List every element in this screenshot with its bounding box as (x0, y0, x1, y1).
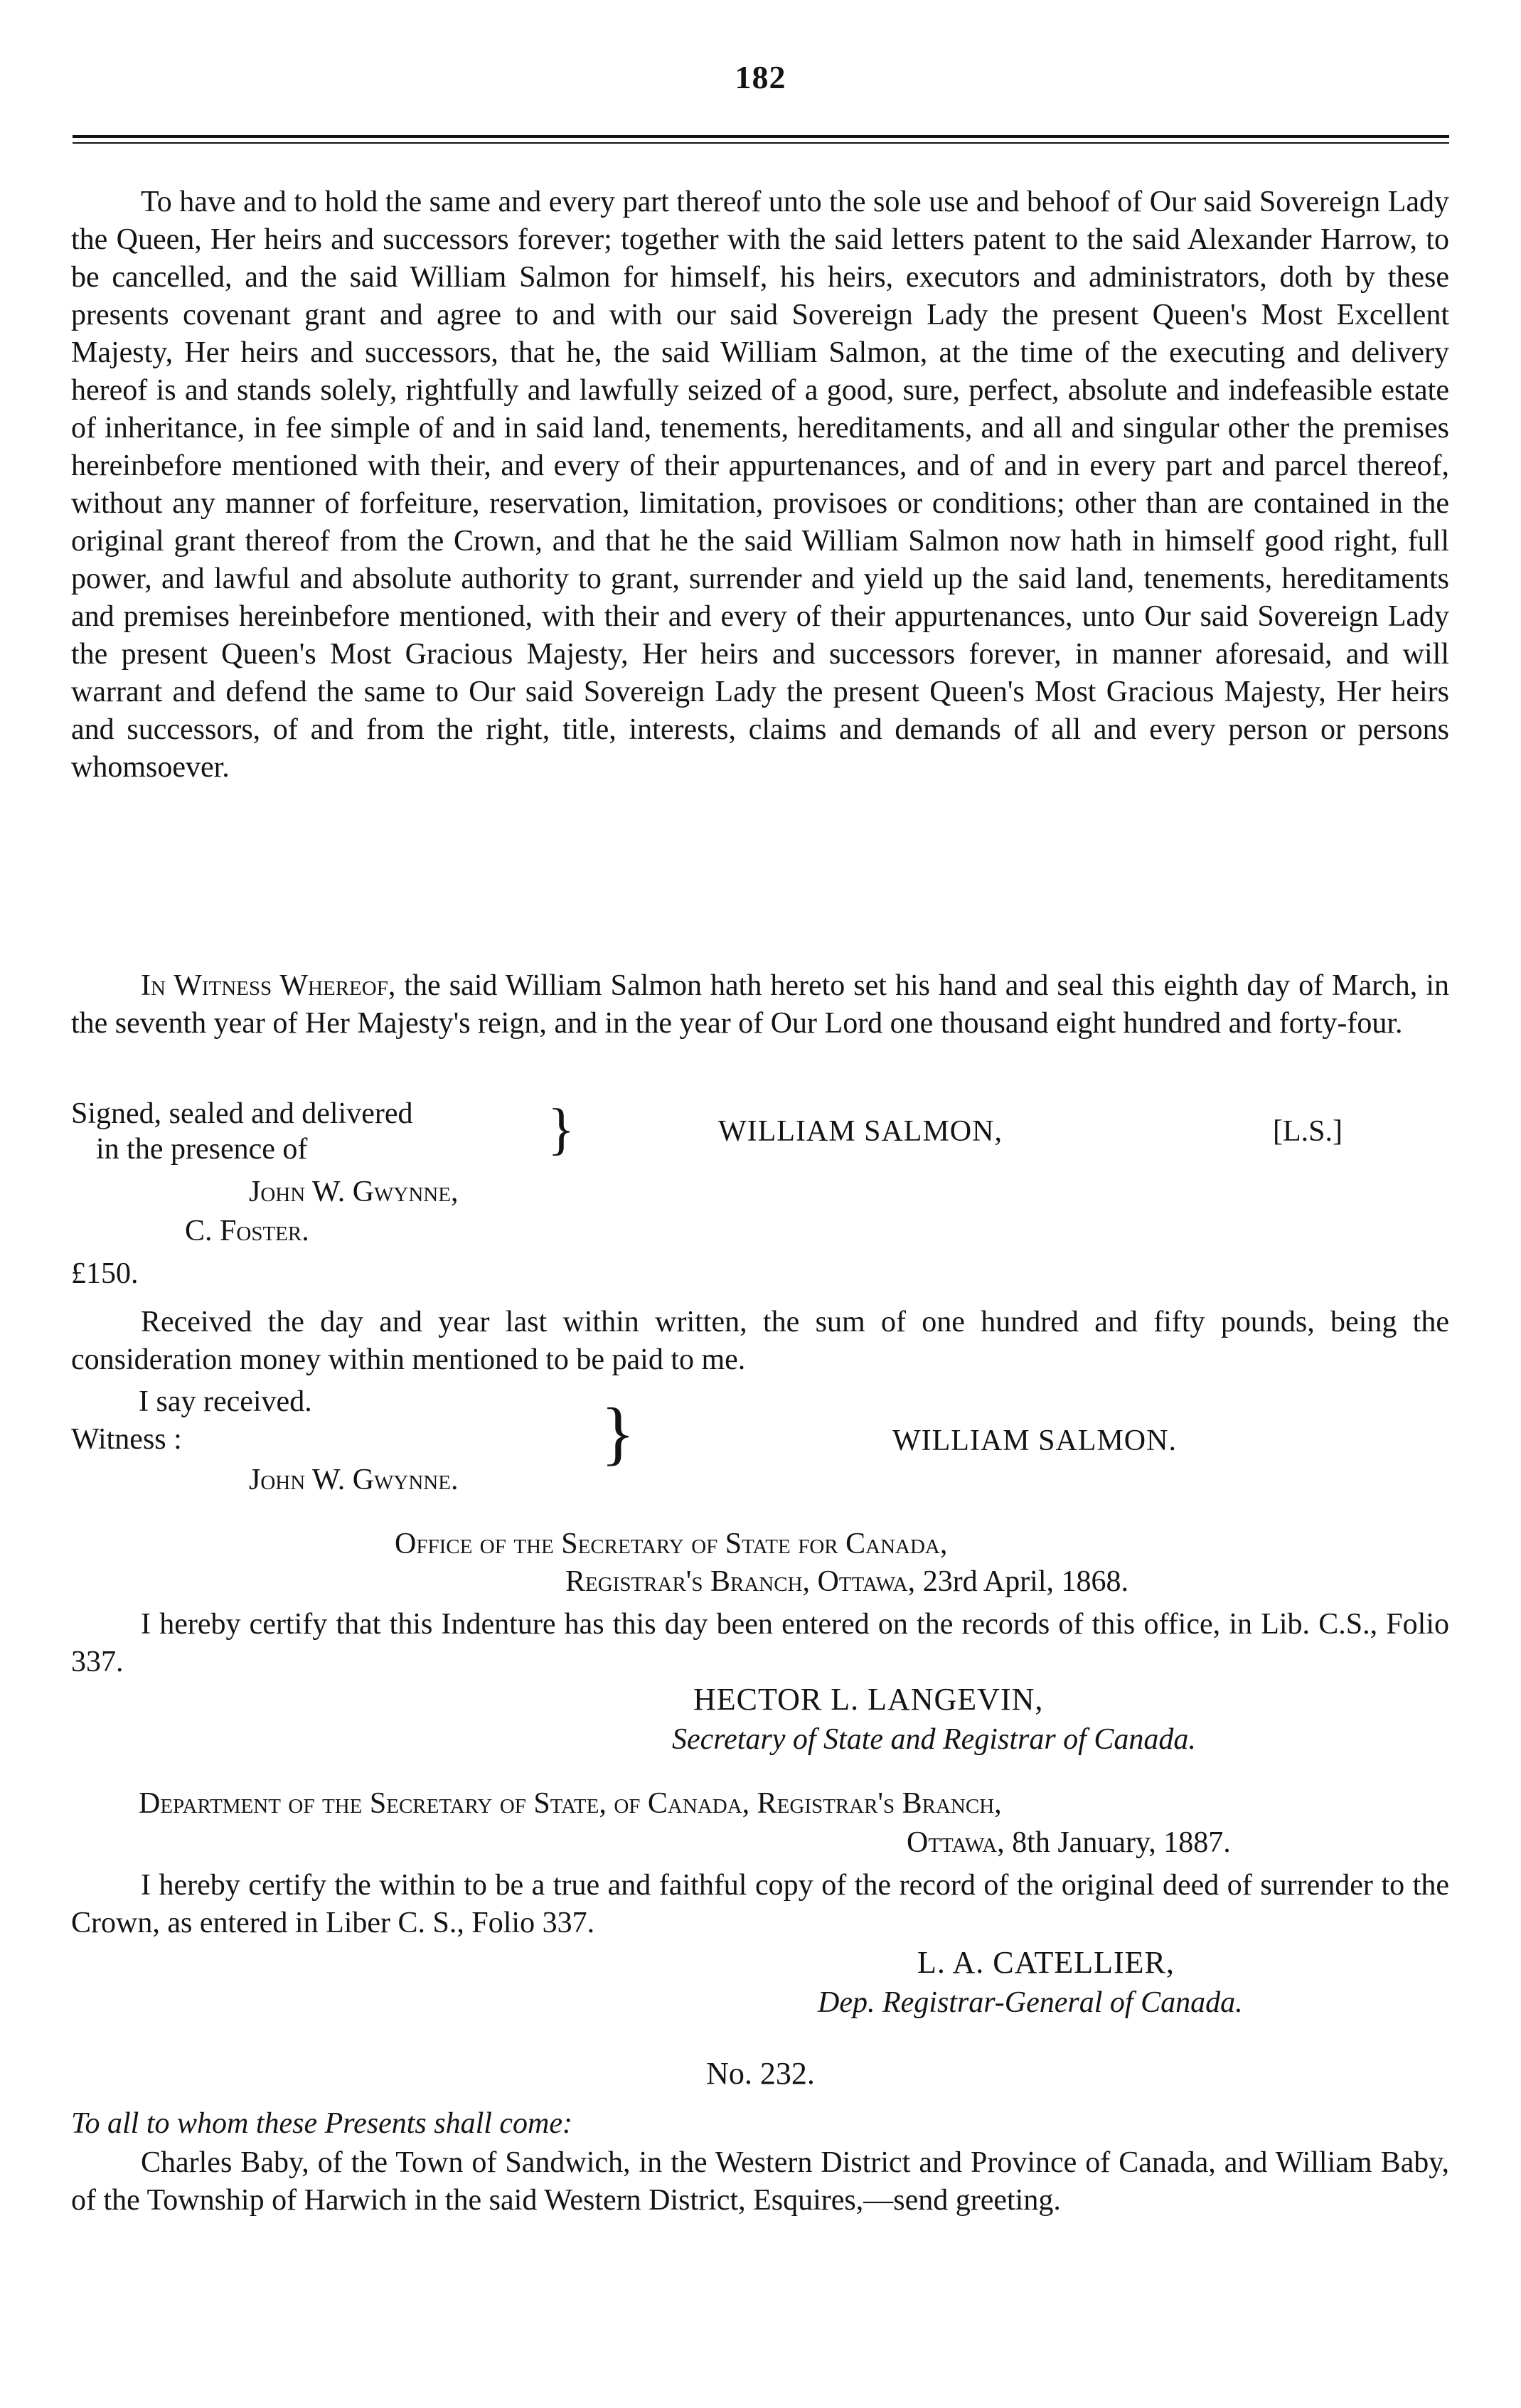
certifier-2-title: Dep. Registrar-General of Canada. (818, 1986, 1243, 2019)
witness-label: Witness : (71, 1423, 182, 1456)
habendum-paragraph: To have and to hold the same and every part thereof unto the sole use and behoof of Our said Sovereign Lady the Queen, Her heirs and successors forever; together with the said letters patent to the said Alexander Harrow, to be cancelled, and the said William Salmon for himself, his heirs, executors and administrators, doth by these presents covenant grant and agree to and with our said Sovereign Lady the present Queen's Most Excellent Majesty, Her heirs and successors, that he, the said William Salmon, at the time of the executing and delivery hereof is and stands solely, rightfully and lawfully seized of a good, sure, perfect, absolute and indefeasible estate of inheritance, in fee simple of and in said land, tenements, hereditaments, and all and singular other the premises hereinbefore mentioned with their, and every of their appurtenances, and of and in every part and parcel thereof, without any manner of forfeiture, reservation, limitation, provisoes or conditions; other than are contained in the original grant thereof from the Crown, and that he the said William Salmon now hath in himself good right, full power, and lawful and absolute authority to grant, surrender and yield up the said land, tenements, hereditaments and premises hereinbefore mentioned, with their and every of their appurtenances, unto Our said Sovereign Lady the present Queen's Most Gracious Majesty, Her heirs and successors forever, in manner aforesaid, and will warrant and defend the same to Our said Sovereign Lady the present Queen's Most Gracious Majesty, Her heirs and successors, of and from the right, title, interests, claims and demands of all and every person or persons whomsoever. (71, 186, 1449, 784)
certification-2-block (71, 1867, 1449, 1942)
signature-brace: } (548, 1098, 575, 1161)
department-city: Ottawa, (907, 1826, 1005, 1859)
presence-line: in the presence of (96, 1133, 308, 1166)
signatory-name: WILLIAM SALMON, (718, 1115, 1003, 1148)
department-date: 8th January, 1887. (1004, 1826, 1231, 1859)
certification-1-text: I hereby certify that this Indenture has this day been entered on the records of this office, in Lib. C.S., Folio 337. (71, 1608, 1449, 1678)
office-branch: Registrar's Branch, Ottawa, (565, 1565, 916, 1598)
indenture-text-block (71, 183, 1449, 787)
signed-sealed-line: Signed, sealed and delivered (71, 1097, 413, 1130)
receipt-witness: John W. Gwynne. (249, 1464, 459, 1496)
certifier-1-name: HECTOR L. LANGEVIN, (693, 1682, 1044, 1717)
certification-1-block (71, 1606, 1449, 1681)
amount: £150. (71, 1257, 139, 1290)
office-heading: Office of the Secretary of State for Canada, (395, 1528, 948, 1560)
department-heading: Department of the Secretary of State, of Canada, Registrar's Branch, (139, 1787, 1002, 1820)
witness-name-2: C. Foster. (185, 1215, 309, 1247)
seal-mark: [L.S.] (1273, 1115, 1343, 1148)
certifier-2-name: L. A. CATELLIER, (917, 1945, 1175, 1980)
department-subheading (907, 1824, 1231, 1862)
receipt-block (71, 1304, 1449, 1379)
header-rule (73, 135, 1449, 138)
address-line: To all to whom these Presents shall come: (71, 2107, 573, 2140)
testimonium-paragraph (71, 967, 1449, 1043)
testimonium-block (71, 967, 1449, 1043)
office-subheading (565, 1563, 1128, 1601)
say-received: I say received. (139, 1385, 312, 1418)
header-rule-thin (73, 142, 1449, 144)
page-number: 182 (735, 59, 786, 95)
document-number: No. 232. (706, 2056, 815, 2091)
witness-name-1: John W. Gwynne, (249, 1176, 459, 1208)
certifier-1-title: Secretary of State and Registrar of Canada. (672, 1723, 1196, 1756)
final-paragraph: Charles Baby, of the Town of Sandwich, in the Western District and Province of Canada, and William Baby, of the Township of Harwich in the said Western District, Esquires,—send greeting. (71, 2146, 1449, 2217)
testimonium-text: the said William Salmon hath hereto set his hand and seal this eighth day of March, in the seventh year of Her Majesty's reign, and in the year of Our Lord one thousand eight hundred and forty-four. (71, 969, 1449, 1040)
final-paragraph-block (71, 2144, 1449, 2220)
certification-2-text: I hereby certify the within to be a true and faithful copy of the record of the original deed of surrender to the Crown, as entered in Liber C. S., Folio 337. (71, 1869, 1449, 1939)
receipt-signatory: WILLIAM SALMON. (892, 1424, 1177, 1457)
office-date: 23rd April, 1868. (915, 1565, 1129, 1598)
receipt-brace: } (601, 1393, 635, 1472)
testimonium-lead: In Witness Whereof, (141, 969, 396, 1002)
receipt-paragraph: Received the day and year last within written, the sum of one hundred and fifty pounds, being the consideration money within mentioned to be paid to me. (71, 1306, 1449, 1376)
